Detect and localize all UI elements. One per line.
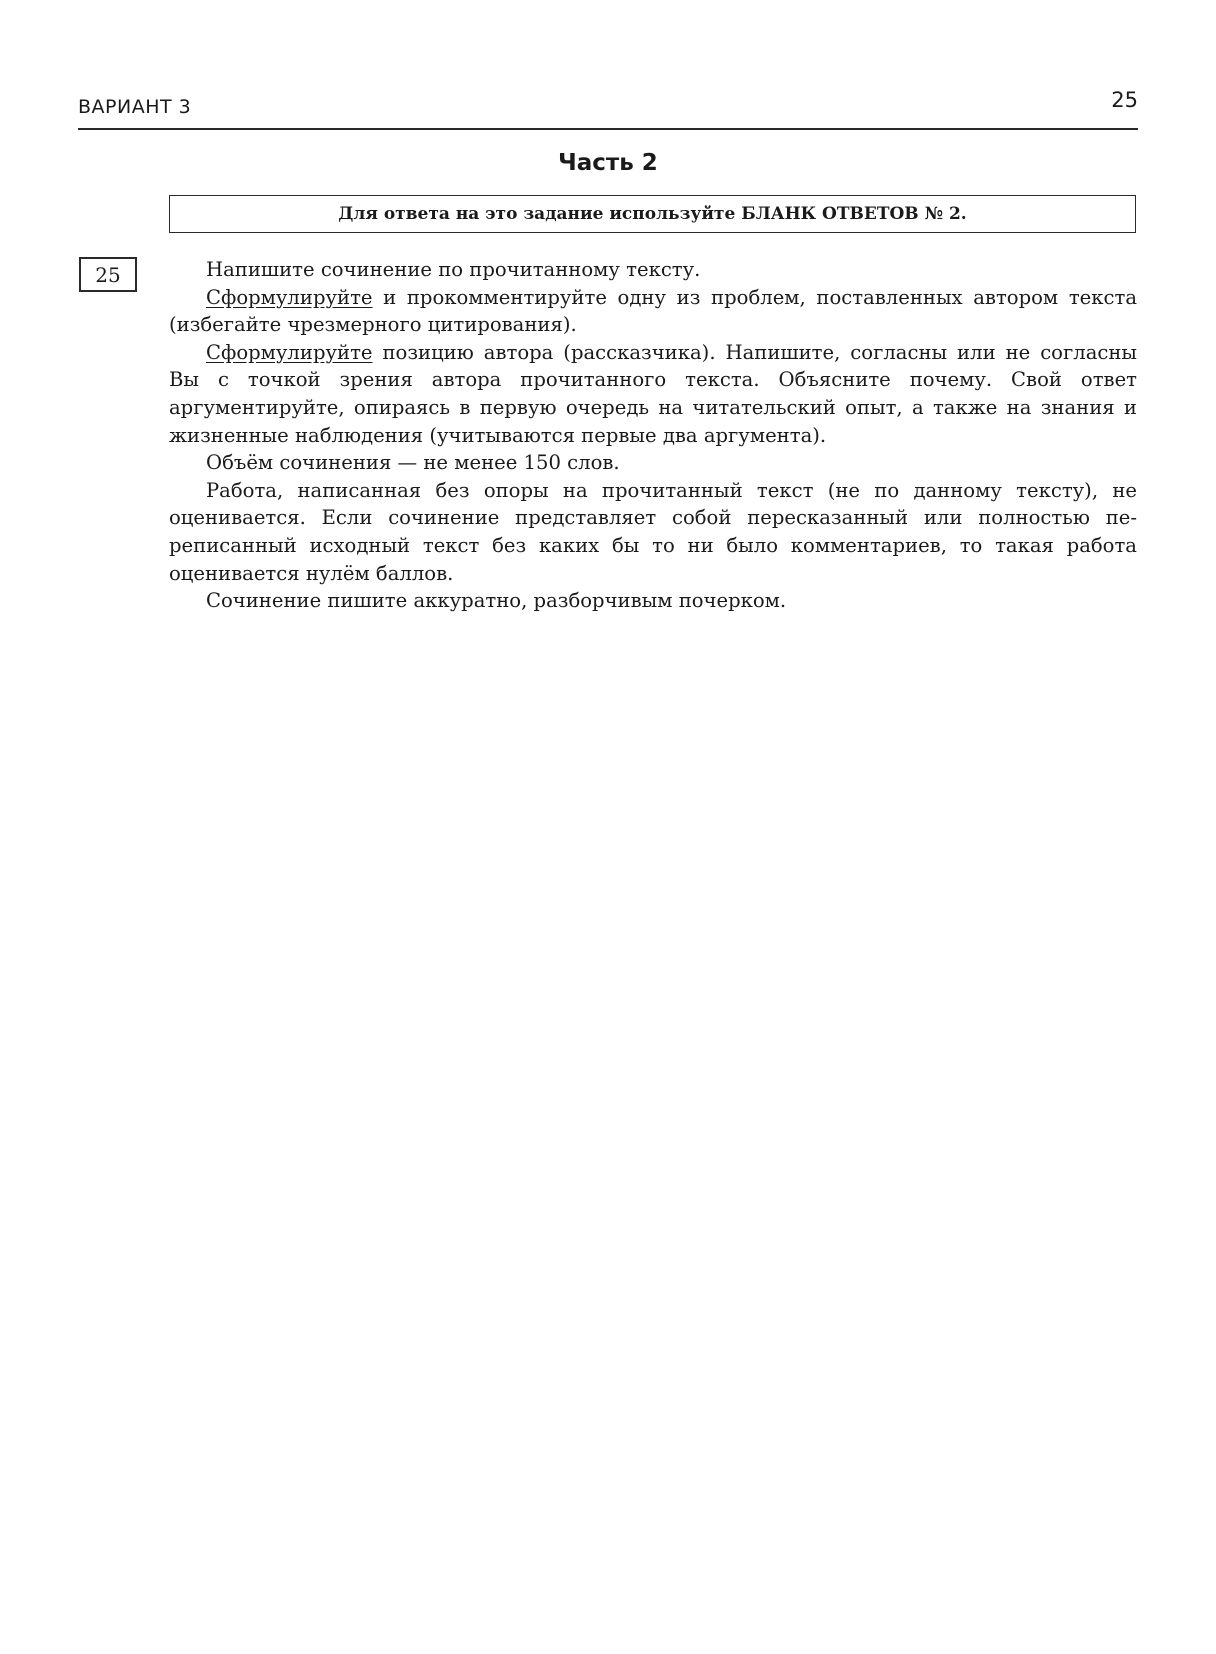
task-number-box (79, 257, 137, 292)
task-body (169, 256, 1137, 615)
task-paragraph-3-text: позицию автора (рассказчика). Напишите, согласны или не согласны Вы с точкой зрения автора прочитанного текста. Объясните почему. Свой ответ аргументируйте, опираясь в первую очередь на читательский опыт, а также на знания и жизненные наблюдения (учитываются первые два аргумента). (169, 340, 1137, 447)
task-number: 25 (95, 262, 121, 287)
task-paragraph-1-text: Напишите сочинение по прочитанному тексту. (206, 258, 701, 281)
answer-sheet-instruction (169, 195, 1136, 233)
underlined-keyword: Сформулируйте (206, 285, 373, 309)
page-header (78, 88, 1138, 130)
task-paragraph-1 (169, 256, 1137, 284)
variant-label: ВАРИАНТ 3 (78, 96, 192, 118)
task-paragraph-2 (169, 284, 1137, 339)
task-paragraph-5 (169, 477, 1137, 587)
part-title: Часть 2 (558, 150, 658, 176)
task-paragraph-5-text: Работа, написанная без опоры на прочитанный текст (не по данному тексту), не оценивается. Если сочинение представляет собой пересказанный или полностью переписанный исходный текст без каких бы то ни было комментариев, то такая работа оценивается нулём баллов. (169, 478, 1137, 585)
task-paragraph-4 (169, 449, 1137, 477)
task-paragraph-6-text: Сочинение пишите аккуратно, разборчивым почерком. (206, 589, 787, 613)
task-paragraph-6 (169, 587, 1137, 615)
page-number: 25 (1111, 88, 1138, 112)
task-paragraph-3 (169, 339, 1137, 449)
underlined-keyword: Сформулируйте (206, 340, 373, 364)
instruction-text: Для ответа на это задание используйте БЛАНК ОТВЕТОВ № 2. (338, 204, 967, 224)
task-paragraph-2-text: и прокомментируйте одну из проблем, поставленных автором текста (избегайте чрезмерного цитирования). (169, 285, 1137, 337)
task-paragraph-4-text: Объём сочинения — не менее 150 слов. (206, 451, 620, 475)
